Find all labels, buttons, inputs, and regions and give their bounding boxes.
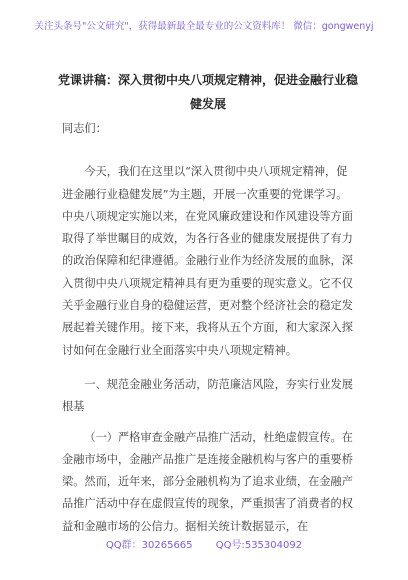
paragraph-intro: 今天，我们在这里以“深入贯彻中央八项规定精神，促进金融行业稳健发展”为主题，开展一次重要的党课学习。中央八项规定实施以来，在党风廉政建设和作风建设等方面取得了举世瞩目的成效，为各行各业的健康发展提供了有力的政治保障和纪律遵循。金融行业作为经济发展的血脉，深入贯彻中央八项规定精神具有更为重要的现实意义。它不仅关乎金融行业自身的稳健运营，更对整个经济社会的稳定发展起着关键作用。接下来，我将从五个方面，和大家深入探讨如何在金融行业全面落实中央八项规定精神。 [62, 165, 353, 357]
qq-group-text: QQ群：30265665 [105, 540, 193, 551]
footer-contact [0, 536, 408, 551]
document-body [62, 118, 354, 538]
greeting: 同志们： [62, 122, 107, 135]
document-title: 党课讲稿：深入贯彻中央八项规定精神，促进金融行业稳健发展 [58, 73, 359, 111]
paragraph-section-1: （一）严格审查金融产品推广活动，杜绝虚假宣传。在金融市场中，金融产品推广是连接金融机构与客户的重要桥梁。然而，近年来，部分金融机构为了追求业绩，在金融产品推广活动中存在虚假宣传的现象，严重损害了消费者的权益和金融市场的公信力。据相关统计数据显示，在 [62, 430, 353, 533]
section-heading: 一、规范金融业务活动，防范廉洁风险，夯实行业发展根基 [62, 377, 353, 414]
qq-number-text: QQ号:535304092 [215, 540, 303, 551]
header-notice: 关注头条号"公文研究"，获得最新最全最专业的公文资料库！ 微信：gongwenyj [34, 21, 374, 32]
